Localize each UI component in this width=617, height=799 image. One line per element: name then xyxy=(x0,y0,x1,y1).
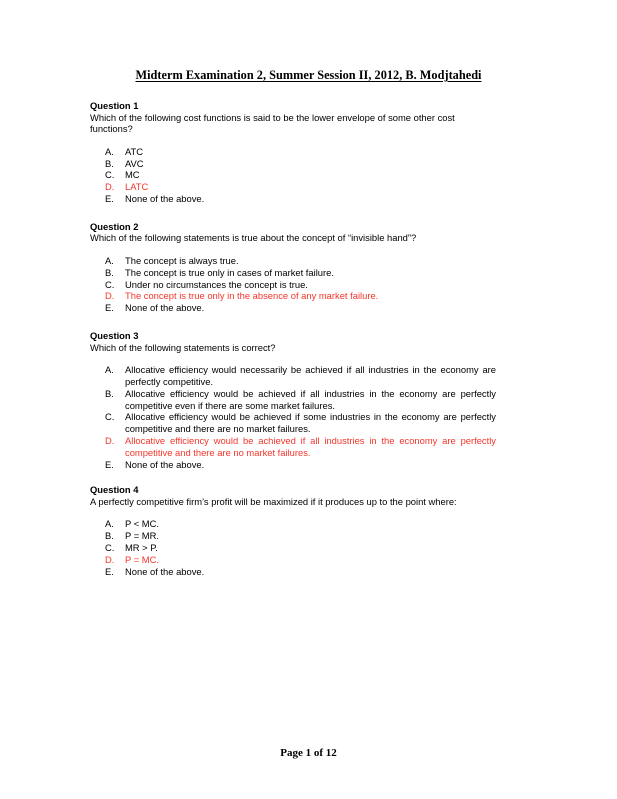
question-heading-4: Question 4 xyxy=(90,484,139,496)
option-4-a[interactable] xyxy=(90,518,496,530)
question-stem-3: Which of the following statements is correct? xyxy=(90,341,276,353)
option-letter: B. xyxy=(105,530,114,542)
question-heading-2: Question 2 xyxy=(90,220,139,232)
question-block-1 xyxy=(90,100,496,205)
page-title-text: Midterm Examination 2, Summer Session II, 2012, B. Modjtahedi xyxy=(135,68,482,82)
option-letter: A. xyxy=(105,518,114,530)
option-1-b[interactable] xyxy=(90,158,496,170)
option-text: None of the above. xyxy=(125,565,205,577)
question-stem-2: Which of the following statements is true about the concept of “invisible hand”? xyxy=(90,232,417,244)
question-heading-1: Question 1 xyxy=(90,100,139,111)
option-1-c[interactable] xyxy=(90,169,496,181)
option-4-b[interactable] xyxy=(90,530,496,542)
option-2-c[interactable] xyxy=(90,279,496,291)
option-1-d[interactable] xyxy=(90,181,496,193)
option-letter: D. xyxy=(105,434,115,446)
option-text: P = MC. xyxy=(125,553,159,565)
option-4-e[interactable] xyxy=(90,566,496,578)
option-list-1 xyxy=(90,146,496,205)
option-letter: A. xyxy=(105,364,114,376)
option-text: ATC xyxy=(125,145,144,157)
option-text: AVC xyxy=(125,157,144,169)
option-2-e[interactable] xyxy=(90,302,496,314)
option-list-4 xyxy=(90,518,496,577)
option-2-b[interactable] xyxy=(90,267,496,279)
option-text: Under no circumstances the concept is true. xyxy=(125,278,308,290)
spacer xyxy=(90,205,496,221)
option-1-e[interactable] xyxy=(90,193,496,205)
option-letter: D. xyxy=(105,290,115,302)
option-letter: A. xyxy=(105,145,114,157)
question-stem-4: A perfectly competitive firm’s profit will be maximized if it produces up to the point where: xyxy=(90,495,457,507)
option-letter: C. xyxy=(105,542,115,554)
option-text: P < MC. xyxy=(125,518,159,530)
option-1-a[interactable] xyxy=(90,146,496,158)
option-text: The concept is always true. xyxy=(125,254,239,266)
option-text: MR > P. xyxy=(125,542,158,554)
option-list-3 xyxy=(90,364,496,470)
option-letter: C. xyxy=(105,169,115,181)
option-letter: E. xyxy=(105,192,114,204)
option-text: Allocative efficiency would be achieved if all industries in the economy are perfectly competitive and there are no market failures. xyxy=(125,434,496,458)
option-letter: D. xyxy=(105,181,115,193)
question-block-2 xyxy=(90,221,496,314)
option-letter: D. xyxy=(105,553,115,565)
option-text: MC xyxy=(125,169,140,181)
question-block-4 xyxy=(90,484,496,577)
option-list-2 xyxy=(90,255,496,314)
option-text: None of the above. xyxy=(125,302,205,314)
option-text: The concept is true only in cases of market failure. xyxy=(125,266,334,278)
page-footer: Page 1 of 12 xyxy=(280,747,337,759)
option-letter: E. xyxy=(105,565,114,577)
spacer xyxy=(90,470,496,484)
option-text: LATC xyxy=(125,181,149,193)
option-letter: C. xyxy=(105,278,115,290)
option-3-a[interactable] xyxy=(90,364,496,388)
question-stem-1: Which of the following cost functions is said to be the lower envelope of some other cost functions? xyxy=(90,111,455,135)
option-text: Allocative efficiency would be achieved if some industries in the economy are perfectly competitive and there are no market failures. xyxy=(125,411,496,435)
option-text: Allocative efficiency would necessarily be achieved if all industries in the economy are perfectly competitive. xyxy=(125,364,496,387)
option-letter: E. xyxy=(105,302,114,314)
option-letter: B. xyxy=(105,157,114,169)
option-text: The concept is true only in the absence of any market failure. xyxy=(125,290,379,302)
option-3-d[interactable] xyxy=(90,435,496,459)
option-text: P = MR. xyxy=(125,530,159,542)
option-letter: C. xyxy=(105,411,115,423)
option-2-a[interactable] xyxy=(90,255,496,267)
option-text: None of the above. xyxy=(125,192,205,204)
page-title xyxy=(0,68,617,83)
option-2-d[interactable] xyxy=(90,290,496,302)
option-text: Allocative efficiency would be achieved if all industries in the economy are perfectly competitive even if there are some market failures. xyxy=(125,387,496,411)
option-4-c[interactable] xyxy=(90,542,496,554)
questions-container xyxy=(90,100,496,577)
spacer xyxy=(90,314,496,330)
question-heading-3: Question 3 xyxy=(90,329,139,341)
option-3-b[interactable] xyxy=(90,388,496,412)
option-3-c[interactable] xyxy=(90,411,496,435)
question-block-3 xyxy=(90,330,496,470)
option-letter: B. xyxy=(105,266,114,278)
option-text: None of the above. xyxy=(125,458,205,470)
option-letter: E. xyxy=(105,458,114,470)
option-letter: B. xyxy=(105,387,114,399)
option-letter: A. xyxy=(105,254,114,266)
option-3-e[interactable] xyxy=(90,459,496,471)
option-4-d[interactable] xyxy=(90,554,496,566)
